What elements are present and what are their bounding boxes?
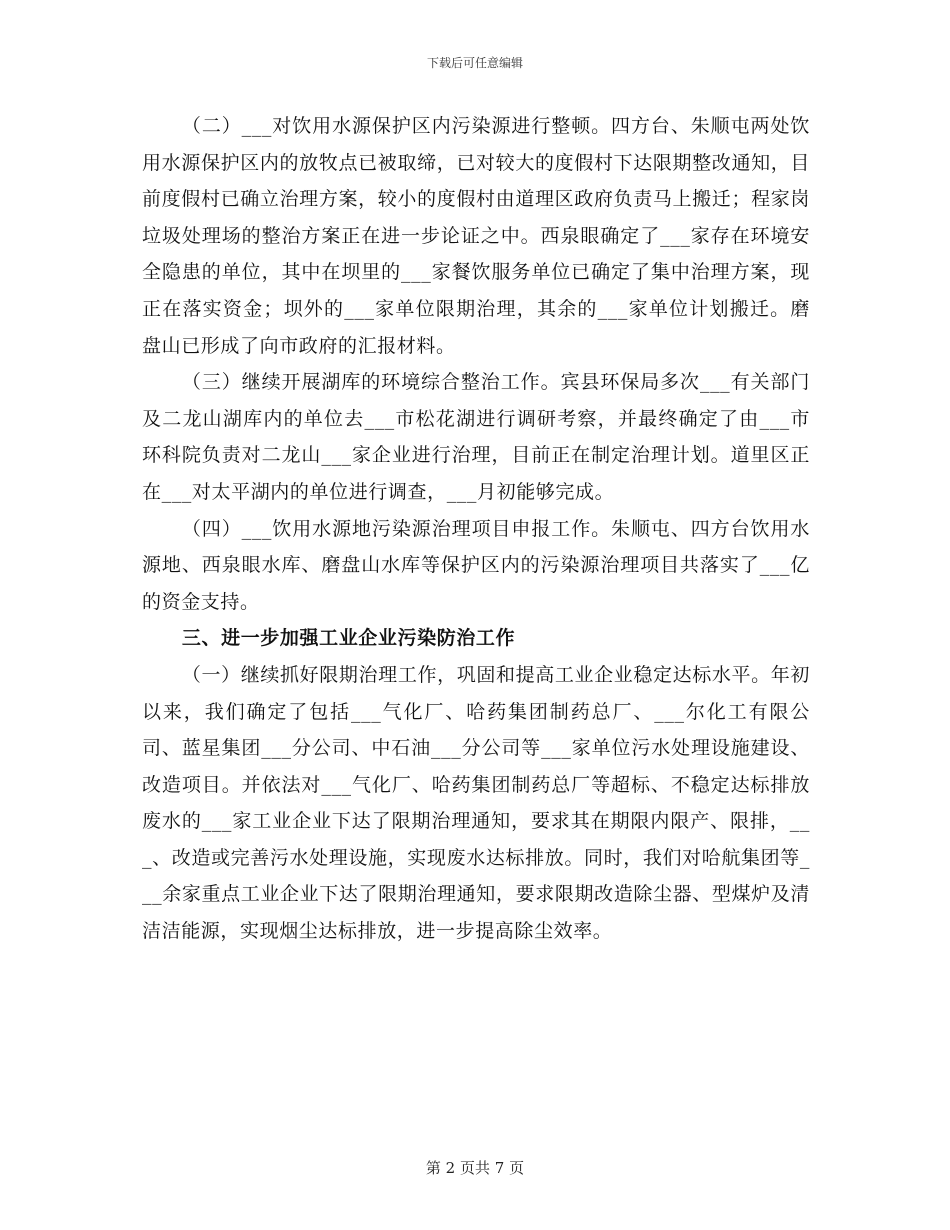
page-number: 第 2 页共 7 页 (425, 1159, 525, 1177)
paragraph-section-4: （四）___饮用水源地污染源治理项目申报工作。朱顺屯、四方台饮用水源地、西泉眼水库、磨盘山水库等保护区内的污染源治理项目共落实了___亿的资金支持。 (142, 517, 810, 613)
paragraph-section-3: （三）继续开展湖库的环境综合整治工作。宾县环保局多次___有关部门及二龙山湖库内的单位去___市松花湖进行调研考察，并最终确定了由___市环科院负责对二龙山___家企业进行治理，目前正在制定治理计划。道里区正在___对太平湖内的单位进行调查，___月初能够完成。 (142, 371, 810, 503)
paragraph-industrial-1: （一）继续抓好限期治理工作，巩固和提高工业企业稳定达标水平。年初以来，我们确定了包括___气化厂、哈药集团制药总厂、___尔化工有限公司、蓝星集团___分公司、中石油___分公司等___家单位污水处理设施建设、改造项目。并依法对___气化厂、哈药集团制药总厂等超标、不稳定达标排放废水的___家工业企业下达了限期治理通知，要求其在期限内限产、限排，___、改造或完善污水处理设施，实现废水达标排放。同时，我们对哈航集团等___余家重点工业企业下达了限期治理通知，要求限期改造除尘器、型煤炉及清洁洁能源，实现烟尘达标排放，进一步提高除尘效率。 (142, 663, 810, 943)
section-heading-industrial: 三、进一步加强工业企业污染防治工作 (181, 627, 516, 650)
page-header-note: 下载后可任意编辑 (426, 56, 523, 70)
paragraph-section-2: （二）___对饮用水源保护区内污染源进行整顿。四方台、朱顺屯两处饮用水源保护区内的放牧点已被取缔，已对较大的度假村下达限期整改通知，目前度假村已确立治理方案，较小的度假村由道理区政府负责马上搬迁；程家岗垃圾处理场的整治方案正在进一步论证之中。西泉眼确定了___家存在环境安全隐患的单位，其中在坝里的___家餐饮服务单位已确定了集中治理方案，现正在落实资金；坝外的___家单位限期治理，其余的___家单位计划搬迁。磨盘山已形成了向市政府的汇报材料。 (142, 115, 810, 357)
document-body (142, 108, 810, 950)
